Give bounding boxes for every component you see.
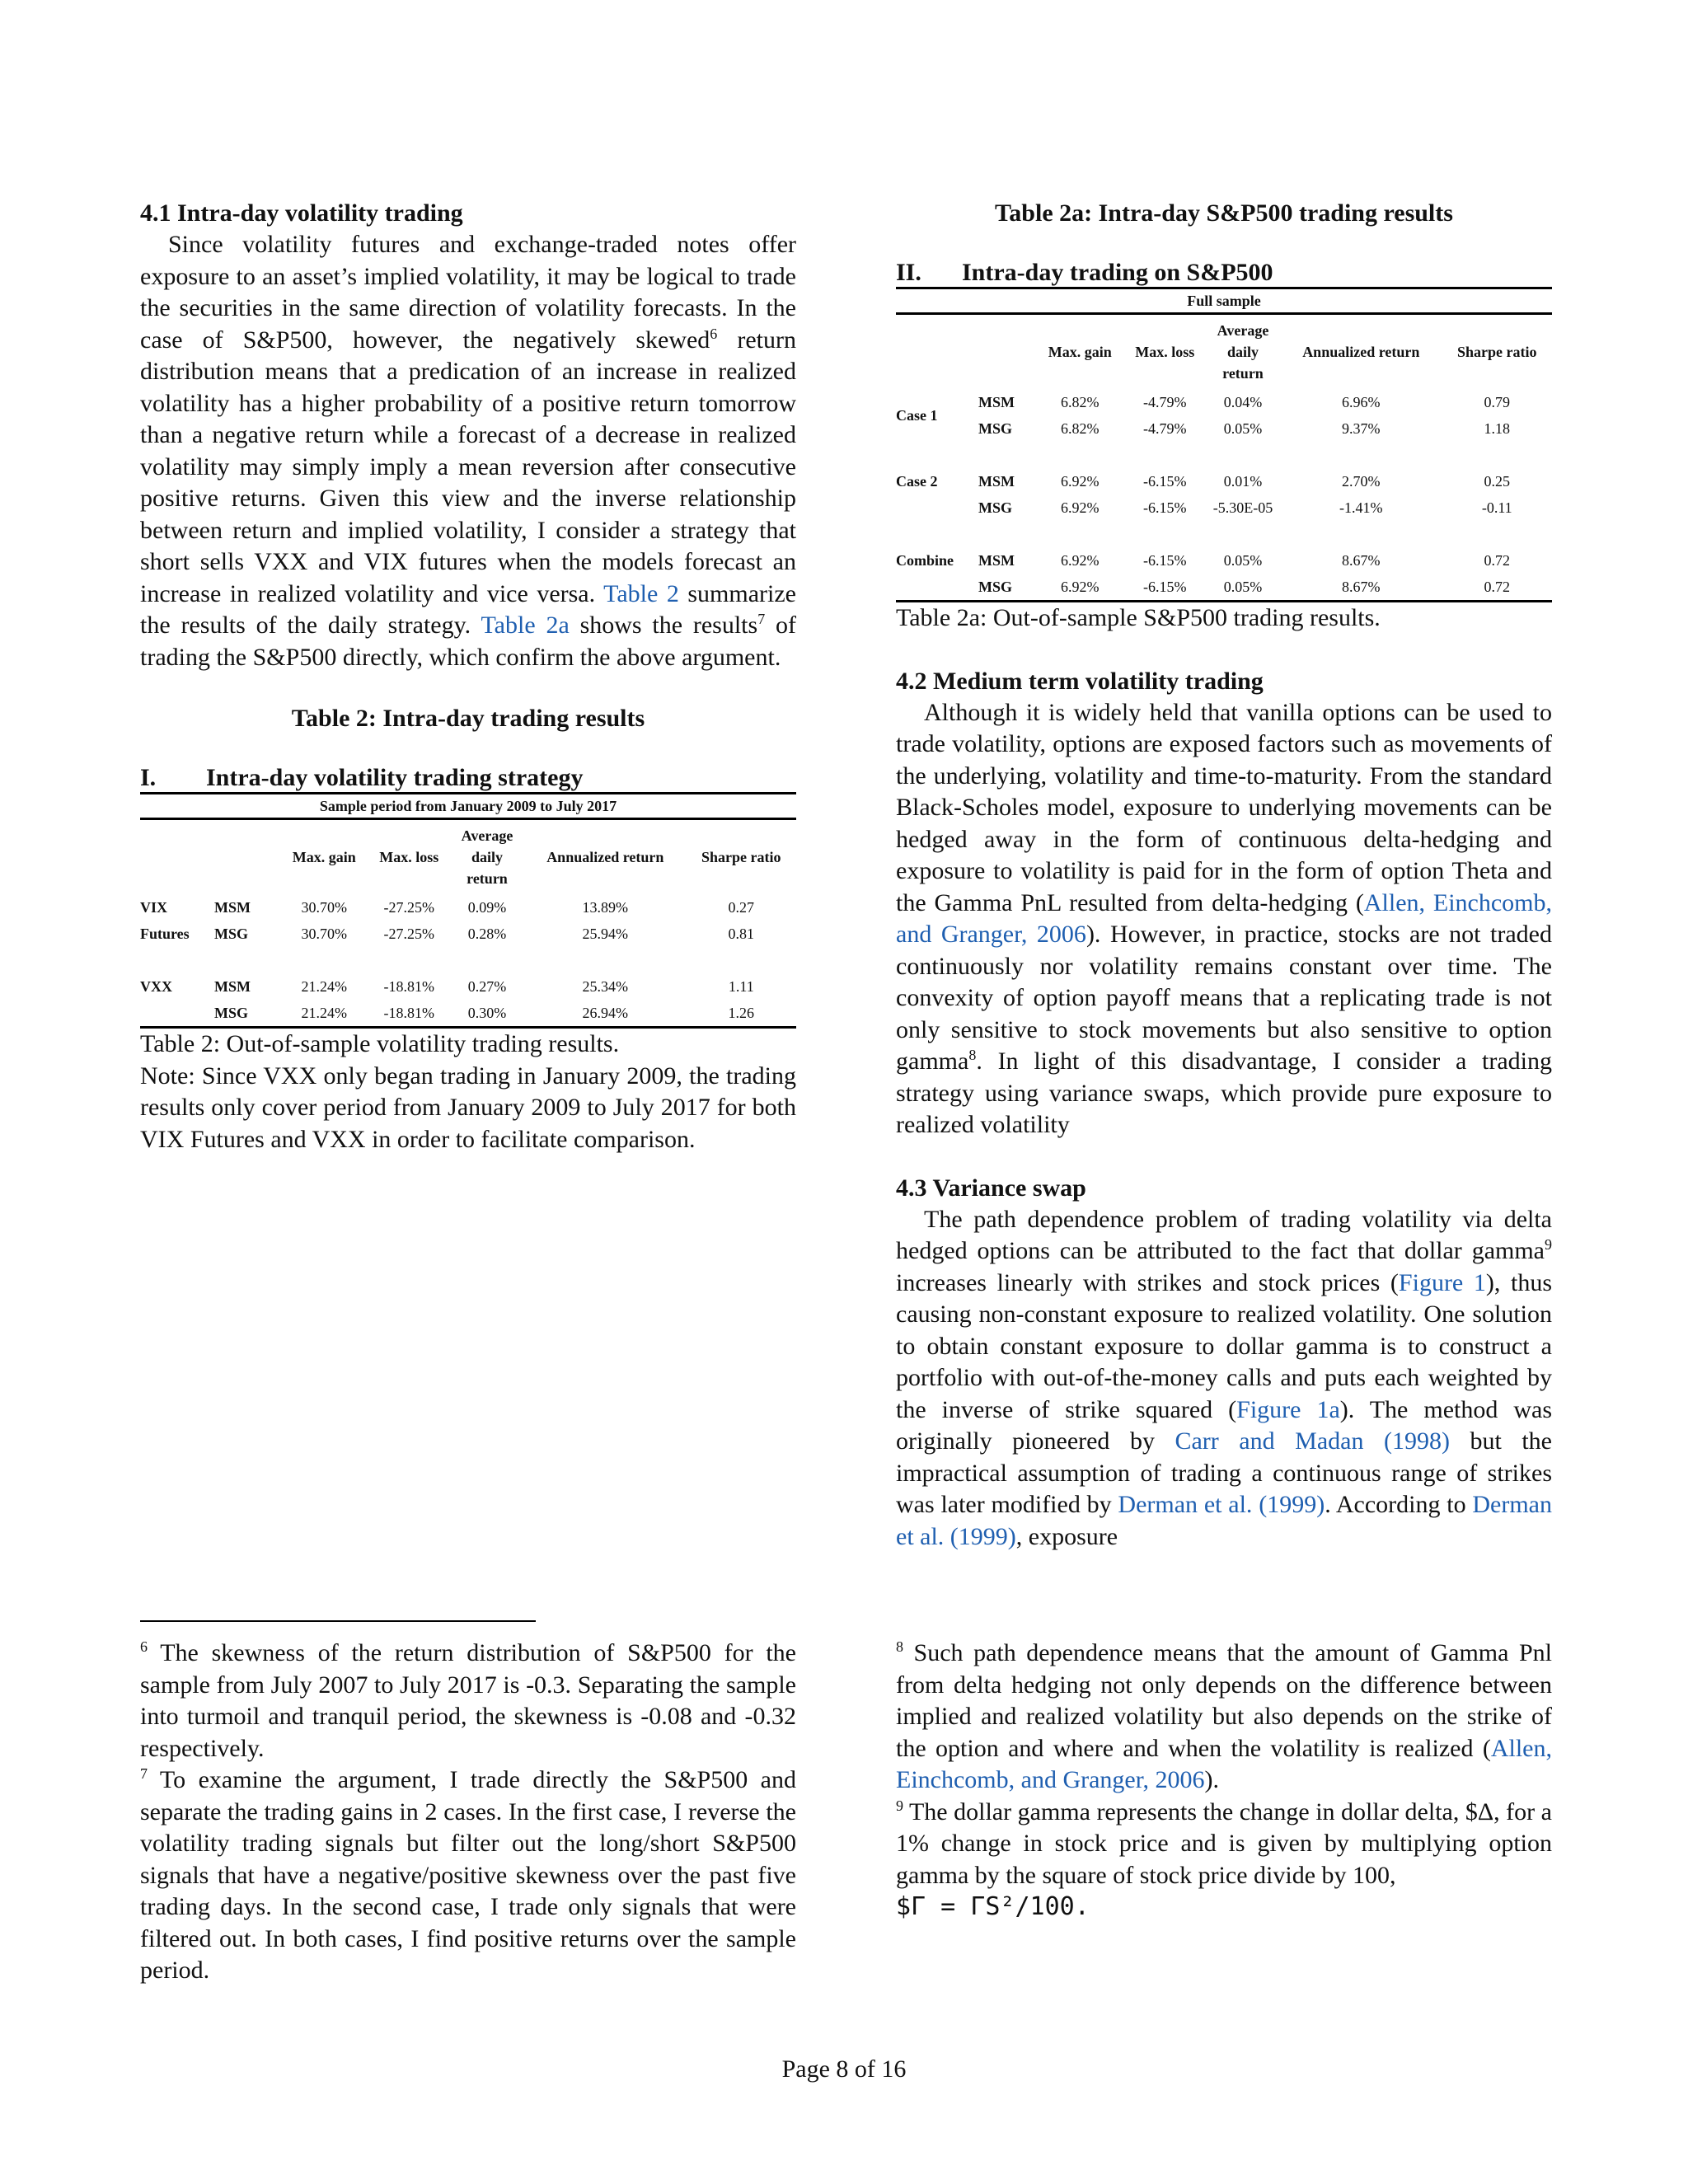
col-header: Max. loss: [1135, 344, 1195, 360]
carr-madan-link[interactable]: Carr and Madan (1998): [1175, 1427, 1450, 1455]
col-header: Max. loss: [379, 849, 439, 865]
footnote-ref-7[interactable]: 7: [757, 611, 766, 627]
section-4-2-title: 4.2 Medium term volatility trading: [896, 667, 1264, 695]
figure-1a-link[interactable]: Figure 1a: [1236, 1395, 1340, 1423]
col-header: Max. gain: [1048, 344, 1112, 360]
footnote-ref-9[interactable]: 9: [1545, 1236, 1552, 1253]
table-2a-link[interactable]: Table 2a: [481, 612, 570, 639]
right-column: [896, 198, 1552, 1553]
table-2-notes: [140, 1029, 796, 1155]
table-row: Case 2 MSM 6.92% -6.15% 0.01% 2.70% 0.25: [896, 472, 1511, 490]
table-row: MSG 21.24% -18.81% 0.30% 26.94% 1.26: [140, 1000, 796, 1028]
derman-link[interactable]: Derman et al. (1999): [896, 1491, 1552, 1550]
allen-citation-link[interactable]: Allen, Einchcomb, and Granger, 2006: [896, 888, 1552, 948]
table-2a-section-heading: II. Intra-day trading on S&P500: [896, 259, 1552, 289]
col-header: Sharpe ratio: [1457, 344, 1537, 360]
footnote-9: $^9$ The dollar gamma represents the change in dollar delta, $Δ, for a 1% change in stock price and is given by multiplying option gamma by the square of stock price divide by 100, $Γ = ΓS²/100.: [896, 1797, 1552, 1921]
section-4-2-body: [896, 697, 1552, 1141]
table-row: Futures MSG 30.70% -27.25% 0.28% 25.94% 0.81: [140, 925, 755, 942]
table-row: MSG 6.92% -6.15% -5.30E-05 -1.41% -0.11: [978, 499, 1512, 516]
table-2-caption: Table 2: Intra-day trading results: [291, 705, 645, 732]
left-footnotes: [140, 1638, 796, 1987]
col-header: Annualized return: [546, 849, 664, 865]
table-2-link[interactable]: Table 2: [603, 579, 679, 607]
left-column: [140, 198, 796, 1155]
section-4-2-paragraph: Although it is widely held that vanilla options can be used to trade volatility, options are exposed factors such as movements of the underlying, volatility and time-to-maturity. From the standard Black-Scholes model, exposure to underlying movements can be hedged away in the form of continuous delta-hedging and exposure to volatility is paid for in the form of option Theta and the Gamma PnL resulted from delta-hedging (Allen, Einchcomb, and Granger, 2006). However, in practice, stocks are not traded continuously nor volatility remains constant over time. The convexity of option payoff means that a replicating trade is not only sensitive to stock movements but also sensitive to option gamma$^8$. In light of this disadvantage, I consider a trading strategy using variance swaps, which provide pure exposure to realized volatility: [896, 698, 1552, 1138]
table-2a: [896, 289, 1552, 602]
derman-link[interactable]: Derman et al. (1999): [1118, 1491, 1325, 1518]
page-number: Page 8 of 16: [781, 2055, 907, 2083]
col-header: Average daily return: [461, 827, 513, 887]
table-row: Case 1 MSM 6.82% -4.79% 0.04% 6.96% 0.79: [896, 393, 1511, 424]
table-2a-caption: Table 2a: Intra-day S&P500 trading results: [995, 199, 1453, 227]
table-2-header-row: [140, 819, 796, 895]
section-4-3-paragraph: The path dependence problem of trading volatility via delta hedged options can be attributed to the fact that dollar gamma$^9$ increases linearly with strikes and stock prices (Figure 1), thus causing non-constant exposure to realized volatility. One solution to obtain constant exposure to dollar gamma is to construct a portfolio with out-of-the-money calls and puts each weighted by the inverse of strike squared (Figure 1a). The method was originally pioneered by Carr and Madan (1998) but the impractical assumption of trading a continuous range of strikes was later modified by Derman et al. (1999). According to Derman et al. (1999), exposure: [896, 1205, 1553, 1550]
table-row: VIX MSM 30.70% -27.25% 0.09% 13.89% 0.27: [140, 898, 755, 916]
table-row: MSG 6.92% -6.15% 0.05% 8.67% 0.72: [896, 574, 1552, 602]
col-header: Max. gain: [292, 849, 356, 865]
section-4-1-title: 4.1 Intra-day volatility trading: [140, 199, 463, 227]
col-header: Average daily return: [1217, 322, 1269, 382]
table-row: VXX MSM 21.24% -18.81% 0.27% 25.34% 1.11: [140, 977, 754, 995]
table-2-bottom-caption: Table 2: Out-of-sample volatility trading results.: [140, 1030, 620, 1057]
col-header: Sharpe ratio: [701, 849, 781, 865]
col-header: Annualized return: [1302, 344, 1420, 360]
footnote-ref-8[interactable]: 8: [968, 1047, 977, 1063]
table-2-section-heading: I. Intra-day volatility trading strategy: [140, 764, 796, 794]
table-2: [140, 794, 796, 1029]
table-2a-header-row: [896, 314, 1552, 390]
table-2a-bottom-caption: Table 2a: Out-of-sample S&P500 trading results.: [896, 604, 1381, 631]
table-row: MSG 6.82% -4.79% 0.05% 9.37% 1.18: [978, 419, 1511, 437]
footnote-7: $^7$ To examine the argument, I trade directly the S&P500 and separate the trading gains in 2 cases. In the first case, I reverse the volatility trading signals but filter out the long/short S&P500 signals that have a negative/positive skewness over the past five trading days. In the second case, I trade only signals that were filtered out. In both cases, I find positive returns over the sample period.: [140, 1765, 796, 1984]
table-2-subtitle: Sample period from January 2009 to July 2017: [140, 794, 796, 819]
right-footnotes: [896, 1638, 1552, 1924]
footnote-6: $^6$ The skewness of the return distribution of S&P500 for the sample from July 2007 to July 2017 is -0.3. Separating the sample into turmoil and tranquil period, the skewness is -0.08 and -0.32 respectively.: [140, 1638, 796, 1762]
figure-1-link[interactable]: Figure 1: [1398, 1268, 1486, 1296]
section-4-1-body: [140, 229, 796, 673]
section-4-3-title: 4.3 Variance swap: [896, 1174, 1086, 1202]
dollar-gamma-formula: $Γ = ΓS²/100.: [896, 1892, 1090, 1921]
table-row: Combine MSM 6.92% -6.15% 0.05% 8.67% 0.72: [896, 551, 1511, 569]
table-2-note: Note: Since VXX only began trading in January 2009, the trading results only cover period from January 2009 to July 2017 for both VIX Futures and VXX in order to facilitate comparison.: [140, 1062, 796, 1153]
footnote-divider: [140, 1620, 536, 1622]
footnote-ref-6[interactable]: 6: [710, 325, 718, 342]
section-4-1-paragraph: Since volatility futures and exchange-traded notes offer exposure to an asset’s implied volatility, it may be logical to trade the securities in the same direction of volatility forecasts. In the case of S&P500, however, the negatively skewed$^6$ return distribution means that a predication of an increase in realized volatility has a higher probability of a positive return tomorrow than a negative return while a forecast of a decrease in realized volatility may simply imply a mean reversion after consecutive positive returns. Given this view and the inverse relationship between return and implied volatility, I consider a strategy that short sells VXX and VIX futures when the models forecast an increase in realized volatility and vice versa. Table 2 summarize the results of the daily strategy. Table 2a shows the results$^7$ of trading the S&P500 directly, which confirm the above argument.: [140, 231, 796, 671]
footnote-8: $^8$ Such path dependence means that the amount of Gamma Pnl from delta hedging not only depends on the difference between implied and realized volatility but also depends on the strike of the option and where and when the volatility is realized (Allen, Einchcomb, and Granger, 2006).: [896, 1638, 1552, 1793]
section-4-3-body: [896, 1204, 1552, 1554]
allen-citation-link[interactable]: Allen, Einchcomb, and Granger, 2006: [896, 1734, 1552, 1793]
table-2a-subtitle: Full sample: [896, 289, 1552, 314]
